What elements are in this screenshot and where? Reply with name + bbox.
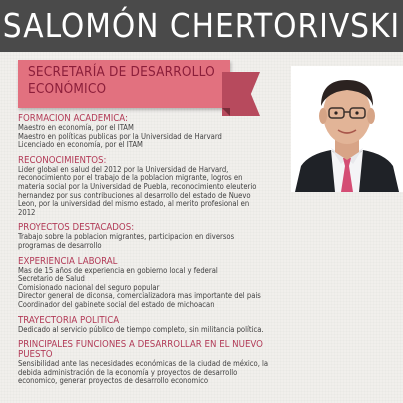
section-trayectoria	[18, 316, 403, 335]
section-experiencia	[18, 257, 403, 310]
reconocimientos-line: 2012	[18, 207, 36, 217]
heading-funciones-line-2: PUESTO	[18, 349, 53, 361]
proyectos-line: Trabajo sobre la poblacion migrantes, participacion en diversos	[18, 232, 235, 242]
reconocimientos-line: Leon, por la universidad del mismo estado, al merito profesional en	[18, 199, 250, 209]
heading-experiencia: EXPERIENCIA LABORAL	[18, 255, 118, 267]
formacion-line: Maestro en políticas publicas por la Universidad de Harvard	[18, 131, 222, 141]
funciones-line: Sensibilidad ante las necesidades económicas de la ciudad de méxico, la	[18, 359, 269, 369]
formacion-line: Maestro en economía, por el ITAM	[18, 123, 134, 132]
heading-formacion: FORMACION ACADEMICA:	[18, 113, 128, 124]
reconocimientos-line: materia social por la Universidad de Puebla, reconocimiento eleuterio	[18, 181, 257, 191]
position-title	[28, 64, 223, 98]
reconocimientos-line: Lider global en salud del 2012 por la Universidad de Harvard,	[18, 164, 229, 174]
section-reconocimientos	[18, 156, 288, 218]
profile-content	[18, 114, 403, 392]
position-title-line-1: SECRETARÍA DE DESARROLLO	[28, 64, 215, 80]
position-title-line-2: ECONÓMICO	[28, 81, 107, 97]
reconocimientos-line: hernandez por sus contribuciones al desarrollo del estado de Nuevo	[18, 190, 251, 200]
experiencia-line: Director general de diconsa, comercializadora mas importante del pais	[18, 291, 261, 301]
heading-funciones-line-1: PRINCIPALES FUNCIONES A DESARROLLAR EN EL NUEVO	[18, 339, 263, 351]
trayectoria-line: Dedicado al servicio público de tiempo completo, sin militancia política.	[18, 324, 264, 334]
experiencia-line: Comisionado nacional del seguro popular	[18, 282, 160, 292]
experiencia-line: Coordinador del gabinete social del estado de michoacan	[18, 299, 215, 309]
reconocimientos-line: reconocimiento por el trabajo de la poblacion migrante, logros en	[18, 173, 243, 183]
funciones-line: debida administración de la economía y proyectos de desarrollo	[18, 367, 238, 377]
proyectos-line: programas de desarrollo	[18, 240, 102, 250]
funciones-line: economico, generar proyectos de desarrollo economico	[18, 376, 209, 386]
formacion-line: Licenciado en economía, por el ITAM	[18, 140, 143, 150]
name-banner	[0, 0, 403, 52]
section-proyectos	[18, 223, 403, 250]
heading-proyectos: PROYECTOS DESTACADOS:	[18, 222, 135, 234]
experiencia-line: Mas de 15 años de experiencia en gobierno local y federal	[18, 265, 218, 275]
heading-trayectoria: TRAYECTORIA POLITICA	[18, 314, 120, 326]
person-name: SALOMÓN CHERTORIVSKI	[2, 6, 401, 45]
experiencia-line: Secretario de Salud	[18, 274, 85, 284]
section-funciones	[18, 340, 403, 386]
heading-reconocimientos: RECONOCIMIENTOS:	[18, 154, 107, 166]
section-formacion	[18, 114, 403, 150]
